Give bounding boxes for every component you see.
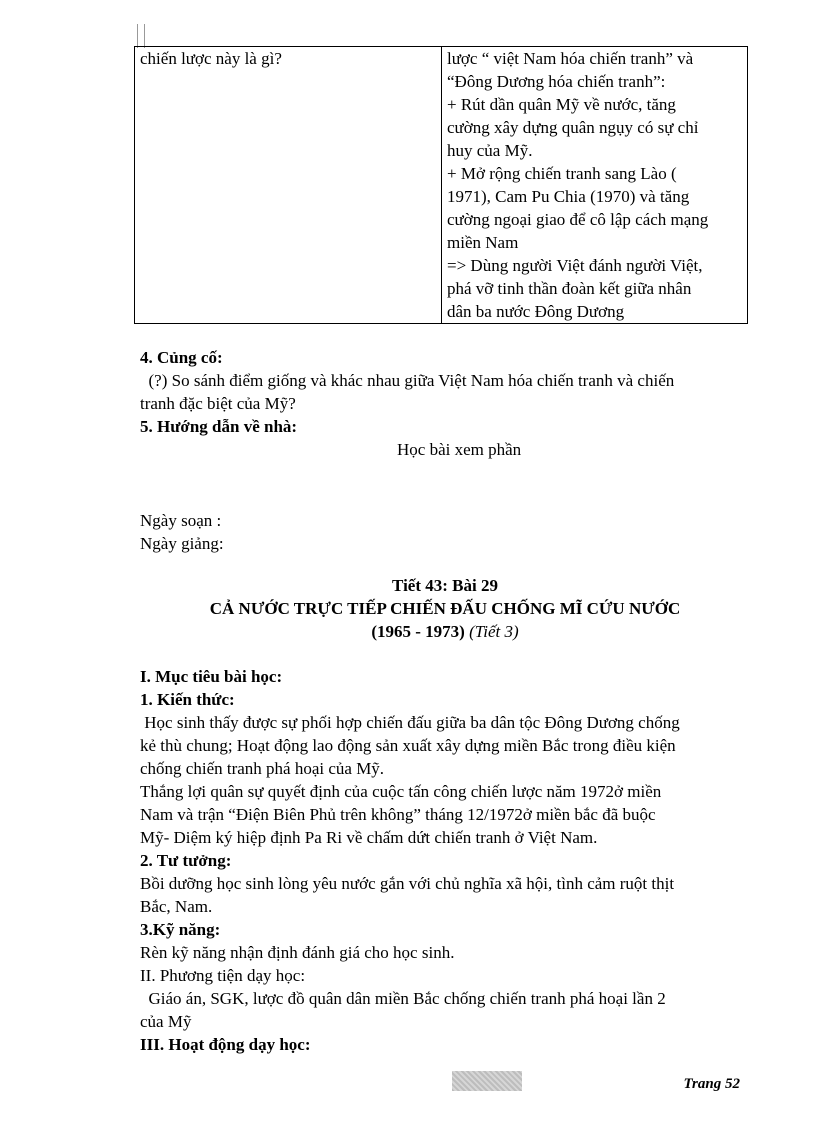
- lesson-years: (1965 - 1973): [371, 622, 465, 641]
- objectives-section: [140, 665, 750, 1056]
- paragraph-line: chống chiến tranh phá hoại của Mỹ.: [140, 759, 385, 778]
- answer-line: dân ba nước Đông Dương: [447, 302, 625, 321]
- page-number: Trang 52: [683, 1076, 740, 1092]
- homework-text: Học bài xem phần: [397, 440, 522, 459]
- lesson-period: [140, 620, 750, 643]
- answer-cell: [442, 47, 748, 324]
- section-heading: III. Hoạt động dạy học:: [140, 1035, 311, 1054]
- paragraph-line: Bồi dưỡng học sinh lòng yêu nước gắn với chủ nghĩa xã hội, tình cảm ruột thịt: [140, 874, 675, 893]
- answer-line: + Rút dần quân Mỹ về nước, tăng: [447, 95, 676, 114]
- paragraph-line: Rèn kỹ năng nhận định đánh giá cho học sinh.: [140, 943, 455, 962]
- paragraph-line: Giáo án, SGK, lược đồ quân dân miền Bắc chống chiến tranh phá hoại lần 2: [140, 989, 666, 1008]
- answer-line: huy của Mỹ.: [447, 141, 533, 160]
- subsection-heading: 1. Kiến thức:: [140, 690, 235, 709]
- paragraph-line: (?) So sánh điểm giống và khác nhau giữa Việt Nam hóa chiến tranh và chiến: [140, 371, 675, 390]
- paragraph-line: của Mỹ: [140, 1012, 192, 1031]
- lesson-heading: CẢ NƯỚC TRỰC TIẾP CHIẾN ĐẤU CHỐNG MĨ CỨU NƯỚC: [209, 599, 681, 618]
- table-row: [135, 47, 748, 324]
- paragraph-line: Thắng lợi quân sự quyết định của cuộc tấn công chiến lược năm 1972ở miền: [140, 782, 662, 801]
- section-consolidation: [140, 346, 750, 438]
- answer-line: miền Nam: [447, 233, 519, 252]
- question-cell: [135, 47, 442, 324]
- lesson-title: [140, 574, 750, 643]
- paragraph-line: Bắc, Nam.: [140, 897, 213, 916]
- answer-line: cường xây dựng quân ngụy có sự chỉ: [447, 118, 699, 137]
- section-heading: 5. Hướng dẫn về nhà:: [140, 417, 298, 436]
- answer-line: phá vỡ tinh thần đoàn kết giữa nhân: [447, 279, 692, 298]
- answer-line: + Mở rộng chiến tranh sang Lào (: [447, 164, 677, 183]
- corner-crop-mark: [137, 24, 145, 48]
- paragraph-line: Nam và trận “Điện Biên Phủ trên không” tháng 12/1972ở miền bắc đã buộc: [140, 805, 656, 824]
- section-heading: II. Phương tiện dạy học:: [140, 966, 306, 985]
- footer-shaded-bar: [452, 1071, 522, 1091]
- answer-line: => Dùng người Việt đánh người Việt,: [447, 256, 703, 275]
- lesson-number: Tiết 43: Bài 29: [392, 576, 498, 595]
- prepared-date-label: Ngày soạn :: [140, 511, 222, 530]
- paragraph-line: tranh đặc biệt của Mỹ?: [140, 394, 296, 413]
- section-heading: I. Mục tiêu bài học:: [140, 667, 283, 686]
- paragraph-line: Mỹ- Diệm ký hiệp định Pa Ri về chấm dứt chiến tranh ở Việt Nam.: [140, 828, 598, 847]
- answer-line: cường ngoại giao để cô lập cách mạng: [447, 210, 709, 229]
- answer-line: “Đông Dương hóa chiến tranh”:: [447, 72, 666, 91]
- continued-table: [134, 46, 748, 324]
- question-text: chiến lược này là gì?: [140, 49, 282, 68]
- answer-line: lược “ việt Nam hóa chiến tranh” và: [447, 49, 694, 68]
- section-heading: 4. Củng cố:: [140, 348, 223, 367]
- lesson-part: (Tiết 3): [469, 622, 519, 641]
- paragraph-line: Học sinh thấy được sự phối hợp chiến đấu giữa ba dân tộc Đông Dương chống: [140, 713, 680, 732]
- subsection-heading: 3.Kỹ năng:: [140, 920, 221, 939]
- answer-line: 1971), Cam Pu Chia (1970) và tăng: [447, 187, 690, 206]
- teaching-date-label: Ngày giảng:: [140, 534, 224, 553]
- paragraph-line: kẻ thù chung; Hoạt động lao động sản xuất xây dựng miền Bắc trong điều kiện: [140, 736, 676, 755]
- subsection-heading: 2. Tư tưởng:: [140, 851, 232, 870]
- dates-block: [140, 509, 750, 555]
